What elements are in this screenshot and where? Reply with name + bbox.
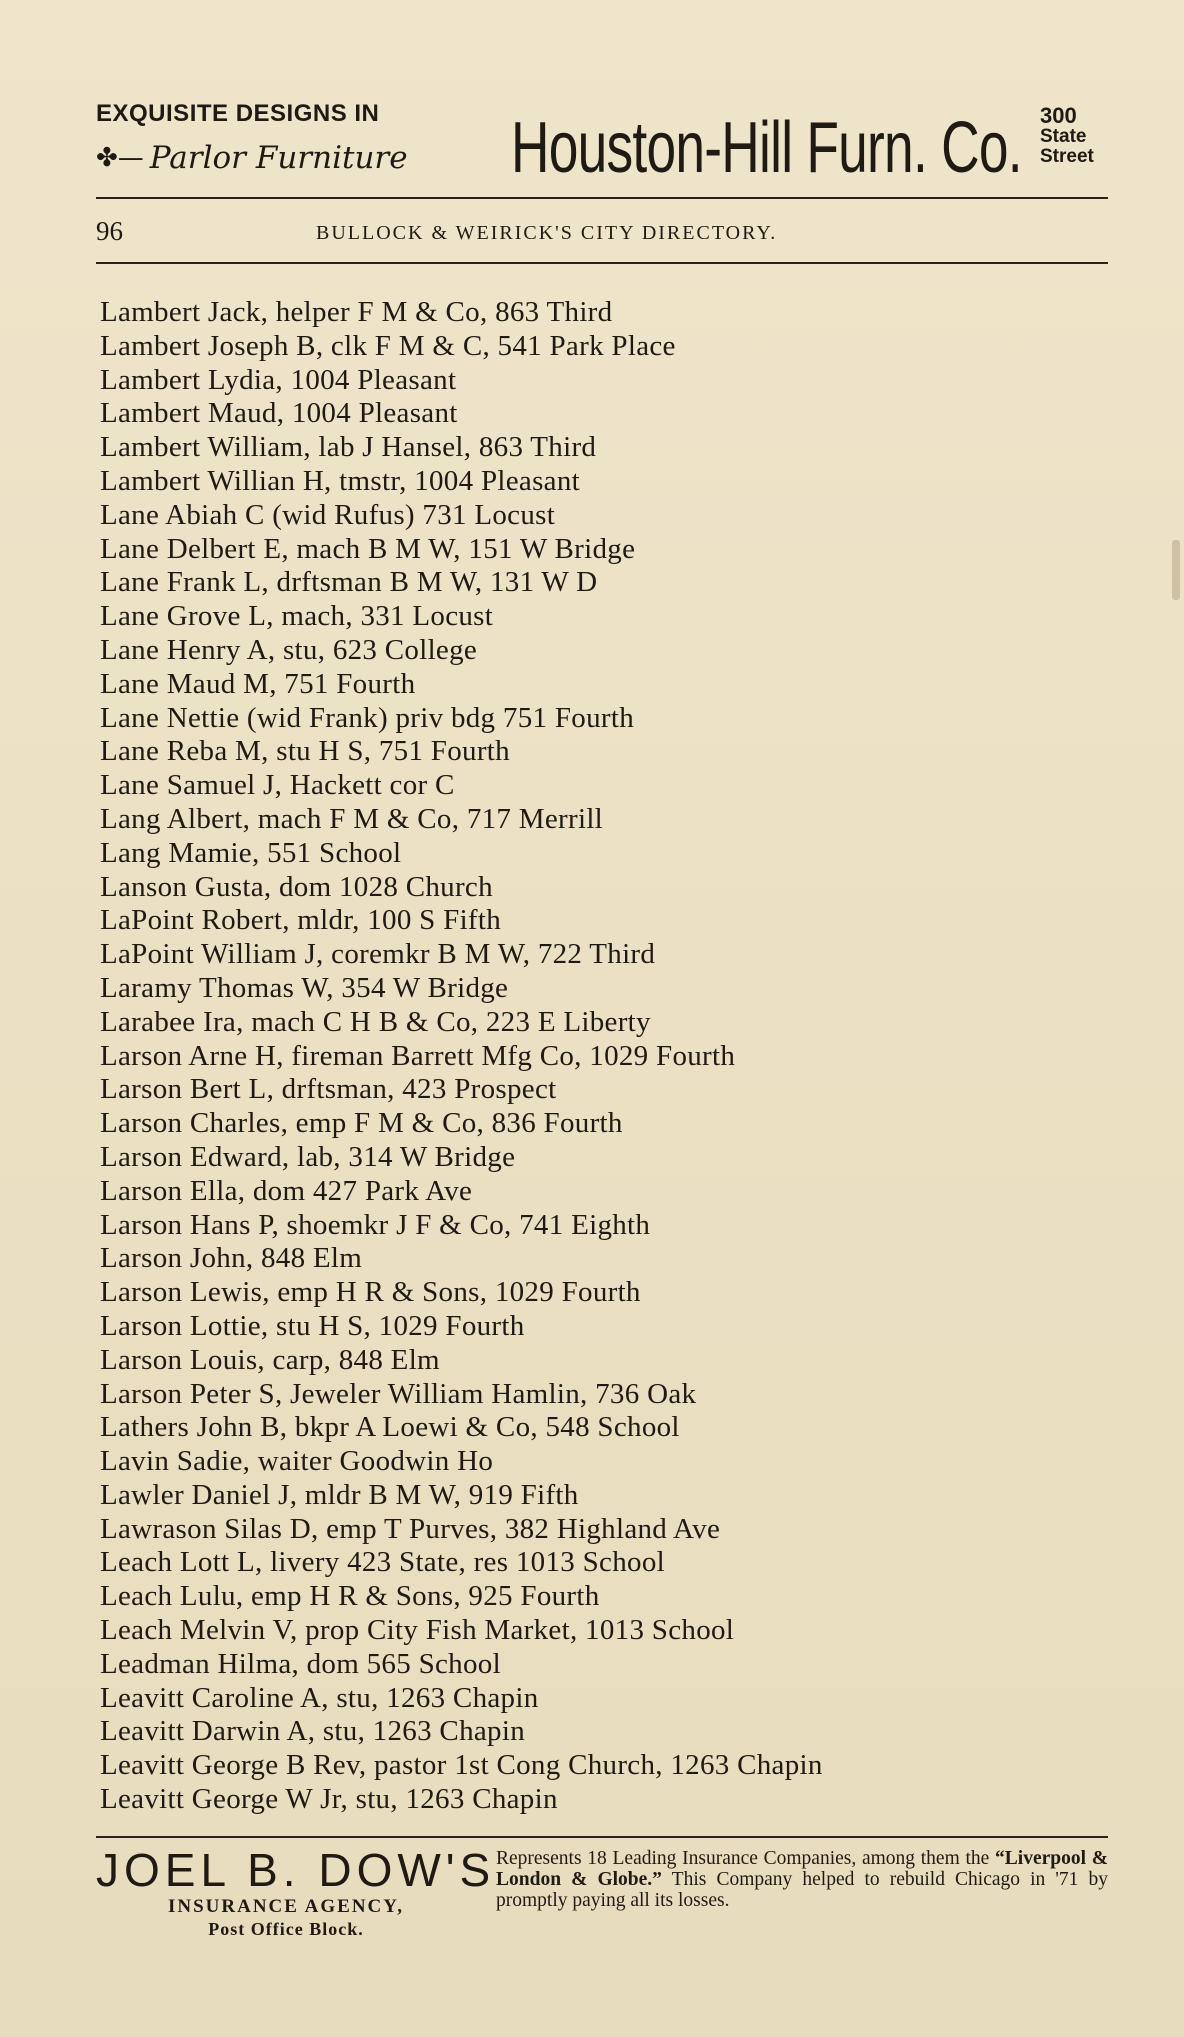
directory-entry: Lambert Jack, helper F M & Co, 863 Third (100, 296, 613, 328)
directory-entry: Lang Albert, mach F M & Co, 717 Merrill (100, 802, 604, 835)
directory-entry: Lane Frank L, drftsman B M W, 131 W D (100, 566, 598, 599)
ad-address (1040, 104, 1110, 167)
insurance-ad-name: JOEL B. DOW'S (96, 1844, 496, 1896)
directory-entry: Laramy Thomas W, 354 W Bridge (100, 971, 509, 1004)
insurance-ad-text-bold: “Liverpool & London & Globe.” (496, 1848, 1108, 1890)
directory-entry: Larson Lewis, emp H R & Sons, 1029 Fourth (100, 1276, 641, 1309)
header-rule (96, 262, 1108, 264)
ad-address-street-2: Street (1040, 146, 1094, 168)
directory-entry: LaPoint Robert, mldr, 100 S Fifth (100, 904, 502, 937)
top-rule (96, 197, 1108, 199)
directory-entry: Larson Louis, carp, 848 Elm (100, 1343, 440, 1376)
directory-entry: Lambert Joseph B, clk F M & C, 541 Park Place (100, 329, 676, 362)
directory-entry: Larson John, 848 Elm (100, 1242, 363, 1275)
ad-subtagline (96, 140, 476, 176)
directory-entry: Lane Reba M, stu H S, 751 Fourth (100, 735, 510, 768)
directory-entry: Lawler Daniel J, mldr B M W, 919 Fifth (100, 1478, 579, 1511)
directory-entry: Leach Melvin V, prop City Fish Market, 1013 School (100, 1614, 735, 1647)
insurance-advertisement (96, 1846, 1108, 1946)
directory-entry: Lambert Lydia, 1004 Pleasant (100, 363, 457, 396)
directory-entry: Lanson Gusta, dom 1028 Church (100, 870, 493, 903)
directory-entry: LaPoint William J, coremkr B M W, 722 Third (100, 938, 656, 971)
directory-entry: Lane Abiah C (wid Rufus) 731 Locust (100, 498, 556, 531)
directory-entry: Lambert William, lab J Hansel, 863 Third (100, 431, 597, 464)
bottom-rule (96, 1836, 1108, 1838)
insurance-ad-text-before: Represents 18 Leading Insurance Companies, among them the (496, 1848, 996, 1869)
directory-entry: Leach Lott L, livery 423 State, res 1013 School (100, 1546, 665, 1579)
insurance-ad-office: Post Office Block. (208, 1919, 364, 1939)
directory-entry: Lathers John B, bkpr A Loewi & Co, 548 School (100, 1411, 680, 1444)
directory-entry: Leavitt Caroline A, stu, 1263 Chapin (100, 1681, 539, 1714)
ad-product: Parlor Furniture (149, 140, 408, 176)
directory-entry: Larson Peter S, Jeweler William Hamlin, 736 Oak (100, 1377, 697, 1410)
ad-address-street-1: State (1040, 126, 1087, 148)
directory-entry: Lavin Sadie, waiter Goodwin Ho (100, 1445, 494, 1478)
directory-entry: Larabee Ira, mach C H B & Co, 223 E Liberty (100, 1005, 651, 1038)
directory-entry: Lawrason Silas D, emp T Purves, 382 Highland Ave (100, 1512, 721, 1545)
directory-entry: Larson Arne H, fireman Barrett Mfg Co, 1029 Fourth (100, 1039, 736, 1072)
ornament-arrow-icon: ✤— (96, 143, 144, 173)
directory-entry: Larson Bert L, drftsman, 423 Prospect (100, 1073, 557, 1106)
insurance-ad-agency: INSURANCE AGENCY, (167, 1896, 404, 1917)
directory-entry: Larson Hans P, shoemkr J F & Co, 741 Eighth (100, 1208, 651, 1241)
directory-entry: Leadman Hilma, dom 565 School (100, 1647, 501, 1680)
ad-left-block (96, 100, 476, 176)
directory-entry: Larson Edward, lab, 314 W Bridge (100, 1140, 516, 1173)
page-number: 96 (96, 216, 123, 246)
directory-entry: Lane Samuel J, Hackett cor C (100, 769, 455, 802)
furniture-advertisement (96, 100, 1108, 200)
insurance-ad-text (496, 1848, 1108, 1911)
running-head (96, 216, 1108, 246)
directory-entry: Leavitt George W Jr, stu, 1263 Chapin (100, 1783, 558, 1816)
directory-entry: Lane Maud M, 751 Fourth (100, 667, 416, 700)
directory-entry: Lane Nettie (wid Frank) priv bdg 751 Fourth (100, 701, 634, 734)
directory-entry: Lambert Maud, 1004 Pleasant (100, 397, 458, 430)
insurance-ad-text-after: This Company helped to rebuild Chicago in '71 by promptly paying all its losses. (496, 1869, 1108, 1911)
directory-entry: Lane Grove L, mach, 331 Locust (100, 600, 494, 633)
insurance-ad-left (96, 1844, 496, 1940)
directory-entry: Leach Lulu, emp H R & Sons, 925 Fourth (100, 1580, 600, 1613)
directory-entry: Larson Charles, emp F M & Co, 836 Fourth (100, 1107, 623, 1140)
directory-entries (100, 296, 1100, 1817)
directory-entry: Leavitt Darwin A, stu, 1263 Chapin (100, 1715, 526, 1748)
directory-entry: Lane Henry A, stu, 623 College (100, 633, 478, 666)
directory-entry: Leavitt George B Rev, pastor 1st Cong Church, 1263 Chapin (100, 1749, 823, 1782)
page-edge-mark (1172, 540, 1180, 600)
directory-entry: Larson Ella, dom 427 Park Ave (100, 1174, 473, 1207)
directory-entry: Lang Mamie, 551 School (100, 836, 402, 869)
directory-entry: Lane Delbert E, mach B M W, 151 W Bridge (100, 532, 636, 565)
ad-address-number: 300 (1040, 103, 1077, 128)
directory-title: BULLOCK & WEIRICK'S CITY DIRECTORY. (316, 222, 778, 244)
ad-tagline: EXQUISITE DESIGNS IN (96, 100, 380, 127)
ad-company-name: Houston-Hill Furn. Co. (511, 108, 1022, 188)
directory-entry: Larson Lottie, stu H S, 1029 Fourth (100, 1309, 525, 1342)
directory-entry: Lambert Willian H, tmstr, 1004 Pleasant (100, 464, 581, 497)
